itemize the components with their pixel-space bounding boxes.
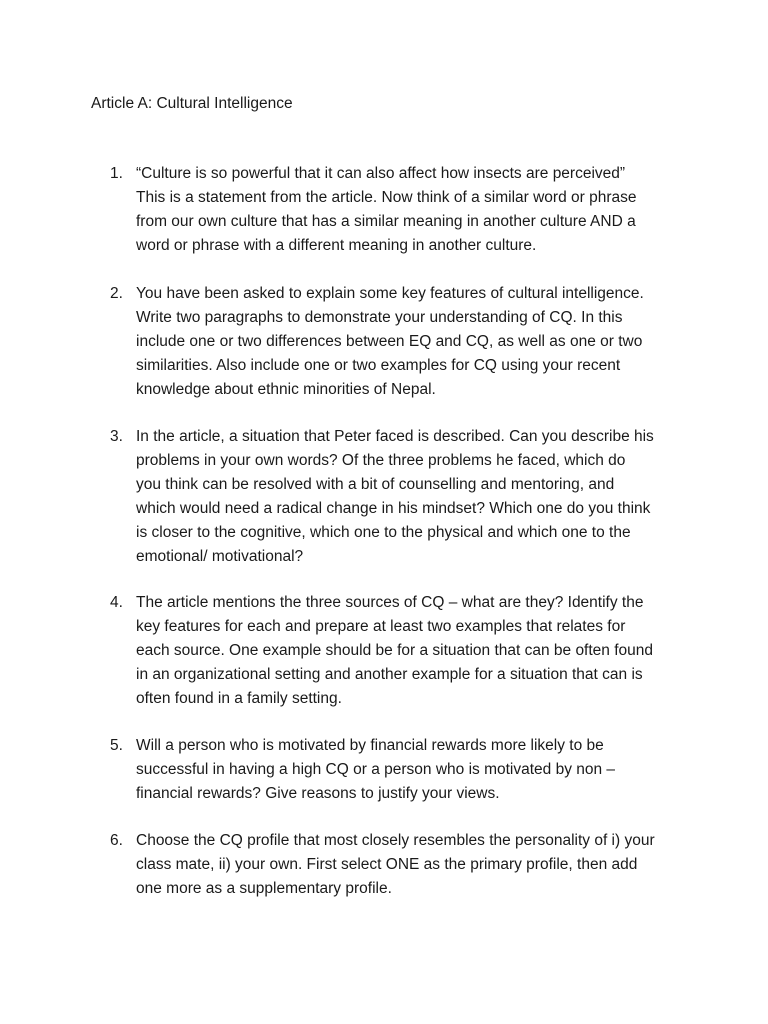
- question-line: financial rewards? Give reasons to justify your views.: [136, 785, 500, 802]
- question-number: 5.: [110, 737, 123, 754]
- question-line: The article mentions the three sources of CQ – what are they? Identify the: [136, 594, 644, 611]
- question-number: 2.: [110, 285, 123, 302]
- question-line: Will a person who is motivated by financial rewards more likely to be: [136, 737, 604, 754]
- question-number: 3.: [110, 428, 123, 445]
- question-line: knowledge about ethnic minorities of Nepal.: [136, 381, 436, 398]
- question-text: [136, 425, 672, 569]
- question-text: [136, 591, 672, 711]
- question-number: 6.: [110, 832, 123, 849]
- question-line: from our own culture that has a similar meaning in another culture AND a: [136, 213, 636, 230]
- question-line: Choose the CQ profile that most closely resembles the personality of i) your: [136, 832, 655, 849]
- question-number: 1.: [110, 165, 123, 182]
- question-text: [136, 282, 672, 402]
- question-text: [136, 734, 672, 806]
- question-line: problems in your own words? Of the three problems he faced, which do: [136, 452, 626, 469]
- question-line: “Culture is so powerful that it can also affect how insects are perceived”: [136, 165, 626, 182]
- document-title: Article A: Cultural Intelligence: [91, 95, 293, 112]
- question-line: Write two paragraphs to demonstrate your understanding of CQ. In this: [136, 309, 623, 326]
- question-line: include one or two differences between EQ and CQ, as well as one or two: [136, 333, 643, 350]
- question-line: one more as a supplementary profile.: [136, 880, 392, 897]
- question-text: [136, 829, 672, 901]
- question-line: which would need a radical change in his mindset? Which one do you think: [136, 500, 651, 517]
- question-line: similarities. Also include one or two examples for CQ using your recent: [136, 357, 621, 374]
- question-line: in an organizational setting and another example for a situation that can is: [136, 666, 643, 683]
- question-line: You have been asked to explain some key features of cultural intelligence.: [136, 285, 644, 302]
- question-line: class mate, ii) your own. First select ONE as the primary profile, then add: [136, 856, 638, 873]
- question-line: each source. One example should be for a situation that can be often found: [136, 642, 654, 659]
- question-line: successful in having a high CQ or a person who is motivated by non –: [136, 761, 616, 778]
- question-line: emotional/ motivational?: [136, 548, 304, 565]
- question-line: This is a statement from the article. Now think of a similar word or phrase: [136, 189, 637, 206]
- question-line: In the article, a situation that Peter faced is described. Can you describe his: [136, 428, 654, 445]
- question-text: [136, 162, 672, 258]
- question-line: is closer to the cognitive, which one to the physical and which one to the: [136, 524, 631, 541]
- question-line: you think can be resolved with a bit of counselling and mentoring, and: [136, 476, 615, 493]
- question-line: word or phrase with a different meaning in another culture.: [136, 237, 537, 254]
- question-line: often found in a family setting.: [136, 690, 342, 707]
- question-number: 4.: [110, 594, 123, 611]
- question-line: key features for each and prepare at least two examples that relates for: [136, 618, 626, 635]
